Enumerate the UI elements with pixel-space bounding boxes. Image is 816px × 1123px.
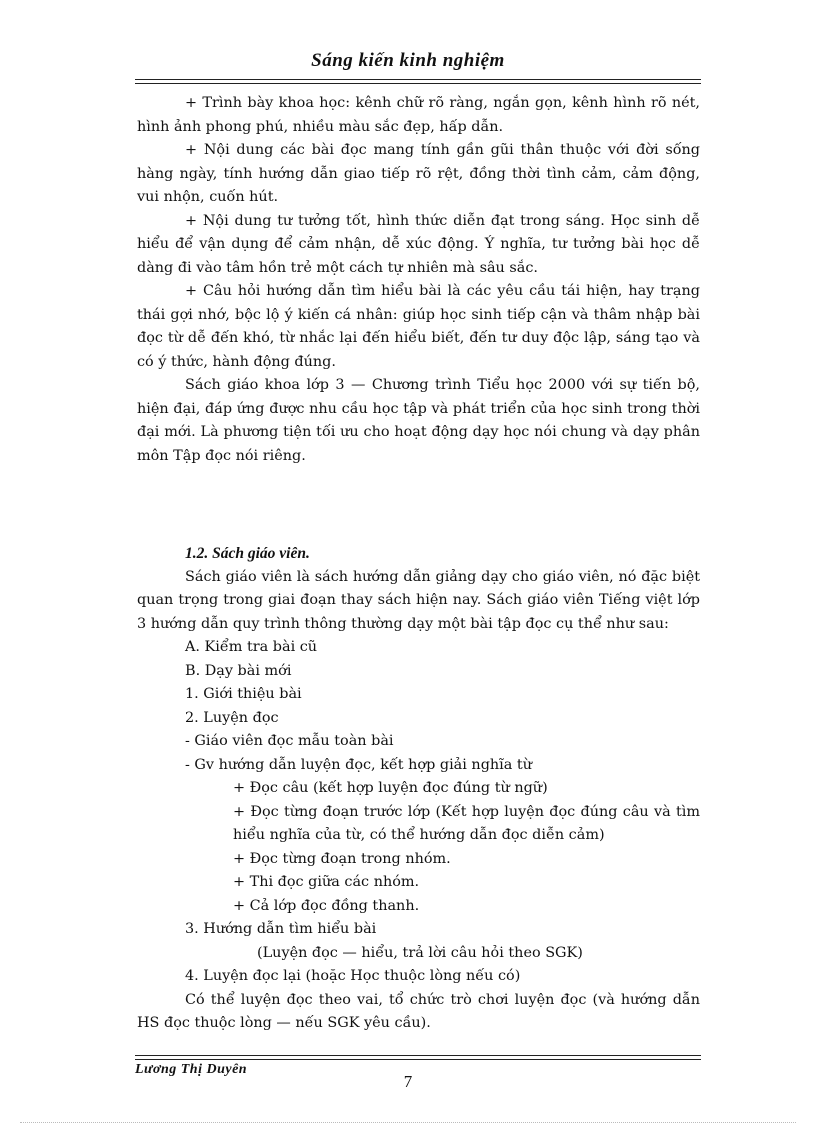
step-3-note: (Luyện đọc — hiểu, trả lời câu hỏi theo SGK) bbox=[257, 944, 583, 961]
step-b: B. Dạy bài mới bbox=[185, 662, 292, 679]
header-rule-top bbox=[135, 79, 701, 80]
plus-item: + Đọc từng đoạn trong nhóm. bbox=[233, 850, 451, 867]
intro-text bbox=[137, 92, 700, 468]
page-header-title: Sáng kiến kinh nghiệm bbox=[311, 50, 505, 71]
header-rule-bottom bbox=[135, 83, 701, 84]
section-heading: 1.2. Sách giáo viên. bbox=[185, 545, 310, 562]
paragraph: Sách giáo khoa lớp 3 — Chương trình Tiểu học 2000 với sự tiến bộ, hiện đại, đáp ứng được nhu cầu học tập và phát triển của học sinh trong thời đại mới. Là phương tiện tối ưu cho hoạt động dạy học nói chung và dạy phân môn Tập đọc nói riêng. bbox=[137, 377, 700, 464]
paragraph: + Câu hỏi hướng dẫn tìm hiểu bài là các yêu cầu tái hiện, hay trạng thái gợi nhớ, bộc lộ ý kiến cá nhân: giúp học sinh tiếp cận và thâm nhập bài đọc từ dễ đến khó, từ nhắc lại đến hiểu biết, đến tư duy độc lập, sáng tạo và có ý thức, hành động đúng. bbox=[137, 283, 700, 370]
paragraph: + Nội dung các bài đọc mang tính gần gũi thân thuộc với đời sống hàng ngày, tính hướng dẫn giao tiếp rõ rệt, đồng thời tình cảm, cảm động, vui nhộn, cuốn hút. bbox=[137, 142, 700, 205]
section-sach-giao-vien bbox=[137, 542, 700, 1036]
dash-item: - Giáo viên đọc mẫu toàn bài bbox=[185, 733, 394, 749]
step-1: 1. Giới thiệu bài bbox=[185, 686, 302, 702]
footer-rule-bottom bbox=[135, 1059, 701, 1060]
step-3: 3. Hướng dẫn tìm hiểu bài bbox=[185, 921, 377, 937]
step-a: A. Kiểm tra bài cũ bbox=[185, 639, 318, 655]
section-intro: Sách giáo viên là sách hướng dẫn giảng dạy cho giáo viên, nó đặc biệt quan trọng trong giai đoạn thay sách hiện nay. Sách giáo viên Tiếng việt lớp 3 hướng dẫn quy trình thông thường dạy một bài tập đọc cụ thể như sau: bbox=[137, 568, 700, 632]
footer-rule-top bbox=[135, 1055, 701, 1056]
step-2: 2. Luyện đọc bbox=[185, 709, 279, 726]
page-number: 7 bbox=[403, 1072, 413, 1091]
paragraph: + Trình bày khoa học: kênh chữ rõ ràng, ngắn gọn, kênh hình rõ nét, hình ảnh phong phú, nhiều màu sắc đẹp, hấp dẫn. bbox=[137, 95, 700, 135]
plus-item: + Đọc từng đoạn trước lớp (Kết hợp luyện đọc đúng câu và tìm hiểu nghĩa của từ, có thể hướng dẫn đọc diễn cảm) bbox=[233, 803, 700, 843]
plus-item: + Cả lớp đọc đồng thanh. bbox=[233, 897, 420, 914]
plus-item: + Thi đọc giữa các nhóm. bbox=[233, 874, 420, 890]
paragraph: + Nội dung tư tưởng tốt, hình thức diễn đạt trong sáng. Học sinh dễ hiểu để vận dụng để cảm nhận, dễ xúc động. Ý nghĩa, tư tưởng bài học dễ dàng đi vào tâm hồn trẻ một cách tự nhiên mà sâu sắc. bbox=[137, 212, 700, 276]
step-4: 4. Luyện đọc lại (hoặc Học thuộc lòng nếu có) bbox=[185, 968, 521, 984]
plus-item: + Đọc câu (kết hợp luyện đọc đúng từ ngữ) bbox=[233, 780, 548, 796]
footer-author: Lương Thị Duyên bbox=[135, 1062, 248, 1077]
section-closing: Có thể luyện đọc theo vai, tổ chức trò chơi luyện đọc (và hướng dẫn HS đọc thuộc lòng — nếu SGK yêu cầu). bbox=[137, 991, 700, 1031]
dash-item: - Gv hướng dẫn luyện đọc, kết hợp giải nghĩa từ bbox=[185, 756, 532, 773]
